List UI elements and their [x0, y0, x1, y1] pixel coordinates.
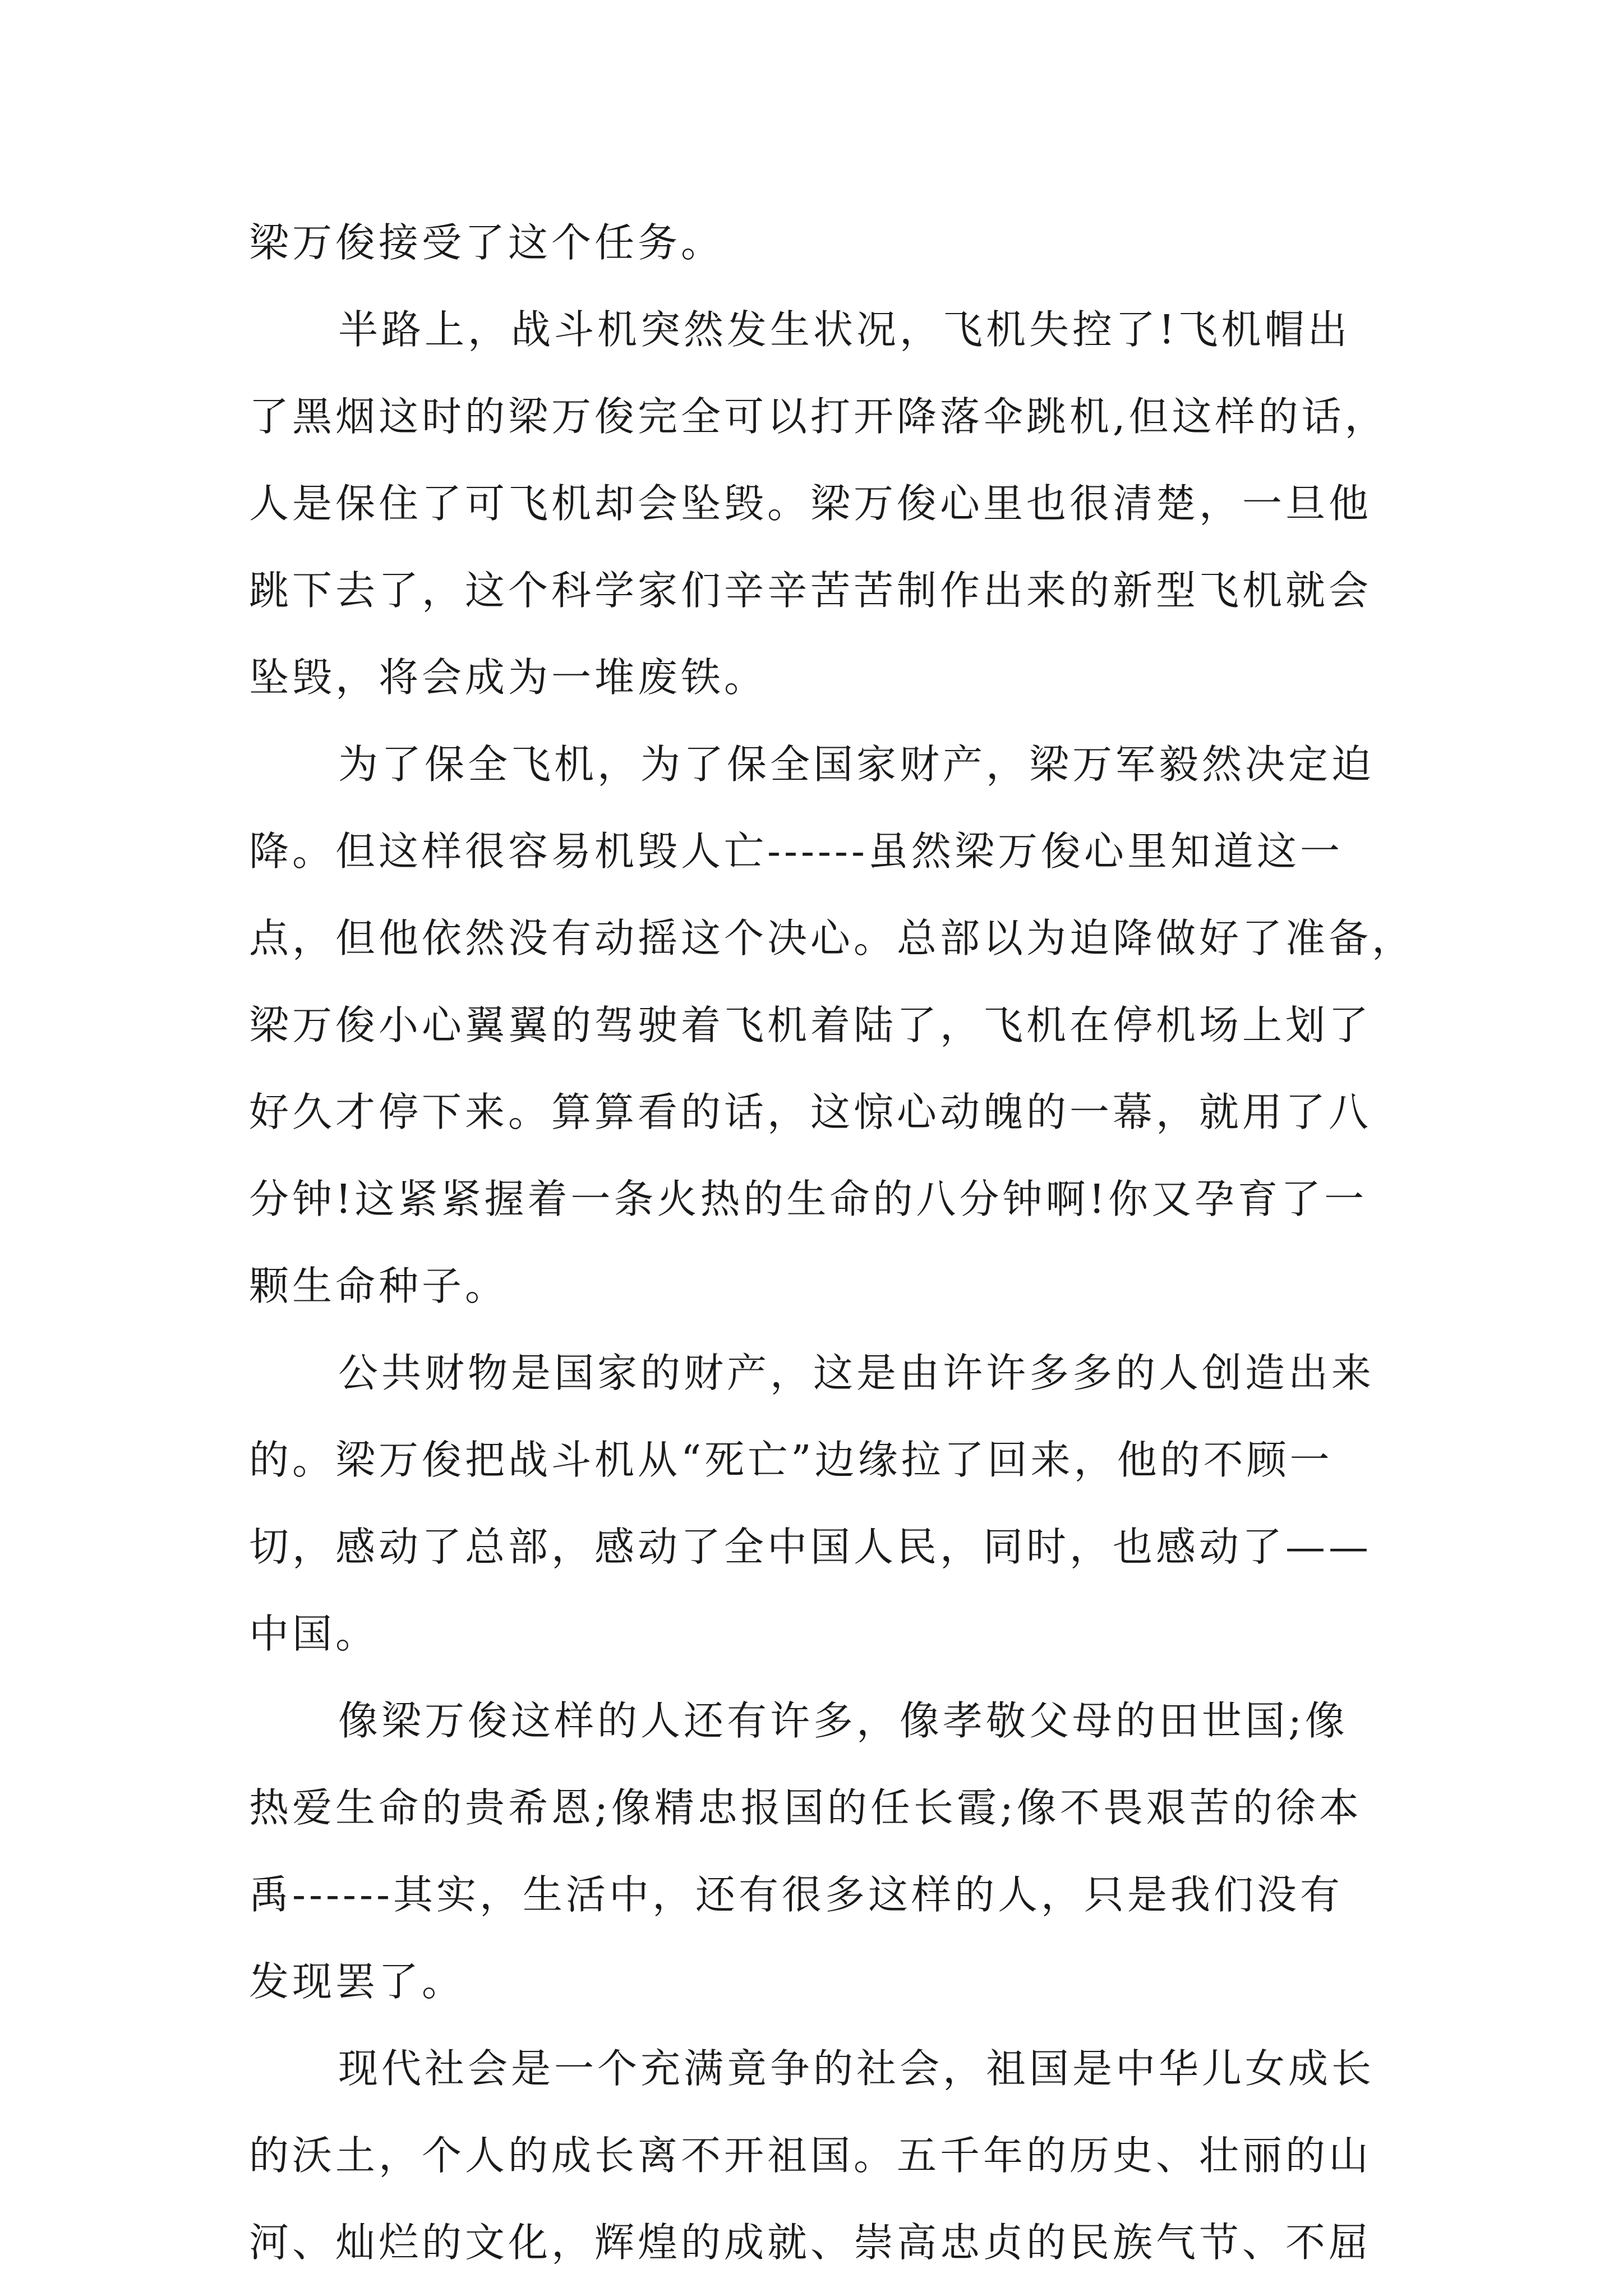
- text-line: 坠毁，将会成为一堆废铁。: [249, 654, 768, 701]
- text-line: 现代社会是一个充满竟争的社会，祖国是中华儿女成长: [338, 2045, 1375, 2092]
- text-line: 分钟!这紧紧握着一条火热的生命的八分钟啊!你又孕育了一: [249, 1176, 1368, 1222]
- text-line: 中国。: [249, 1611, 379, 1657]
- text-line: 半路上，战斗机突然发生状况，飞机失控了!飞机帽出: [338, 306, 1351, 353]
- text-line: 禹------其实，生活中，还有很多这样的人，只是我们没有: [249, 1871, 1343, 1918]
- text-line: 河、灿烂的文化，辉煌的成就、崇高忠贞的民族气节、不屈: [249, 2219, 1372, 2266]
- text-line: 梁万俊小心翼翼的驾驶着飞机着陆了，飞机在停机场上划了: [249, 1002, 1372, 1048]
- text-line: 跳下去了，这个科学家们辛辛苦苦制作出来的新型飞机就会: [249, 567, 1372, 614]
- text-line: 颗生命种子。: [249, 1263, 509, 1309]
- text-line: 的。梁万俊把战斗机从“死亡”边缘拉了回来，他的不顾一: [249, 1437, 1333, 1483]
- text-line: 梁万俊接受了这个任务。: [249, 219, 725, 266]
- text-line: 为了保全飞机，为了保全国家财产，梁万军毅然决定迫: [338, 741, 1375, 788]
- text-line: 热爱生命的贵希恩;像精忠报国的任长霞;像不畏艰苦的徐本: [249, 1784, 1362, 1831]
- text-line: 了黑烟这时的梁万俊完全可以打开降落伞跳机,但这样的话，: [249, 393, 1388, 440]
- text-line: 点，但他依然没有动摇这个决心。总部以为迫降做好了准备，: [249, 915, 1415, 961]
- text-line: 降。但这样很容易机毁人亡------虽然梁万俊心里知道这一: [249, 828, 1343, 875]
- text-line: 好久才停下来。算算看的话，这惊心动魄的一幕，就用了八: [249, 1089, 1372, 1135]
- text-line: 公共财物是国家的财产，这是由许许多多的人创造出来: [338, 1350, 1375, 1396]
- text-line: 发现罢了。: [249, 1958, 465, 2005]
- text-line: 像梁万俊这样的人还有许多，像孝敬父母的田世国;像: [338, 1697, 1348, 1744]
- text-line: 的沃土，个人的成长离不开祖国。五千年的历史、壮丽的山: [249, 2132, 1372, 2179]
- text-line: 人是保住了可飞机却会坠毁。梁万俊心里也很清楚，一旦他: [249, 480, 1372, 527]
- text-line: 切，感动了总部，感动了全中国人民，同时，也感动了——: [249, 1524, 1372, 1570]
